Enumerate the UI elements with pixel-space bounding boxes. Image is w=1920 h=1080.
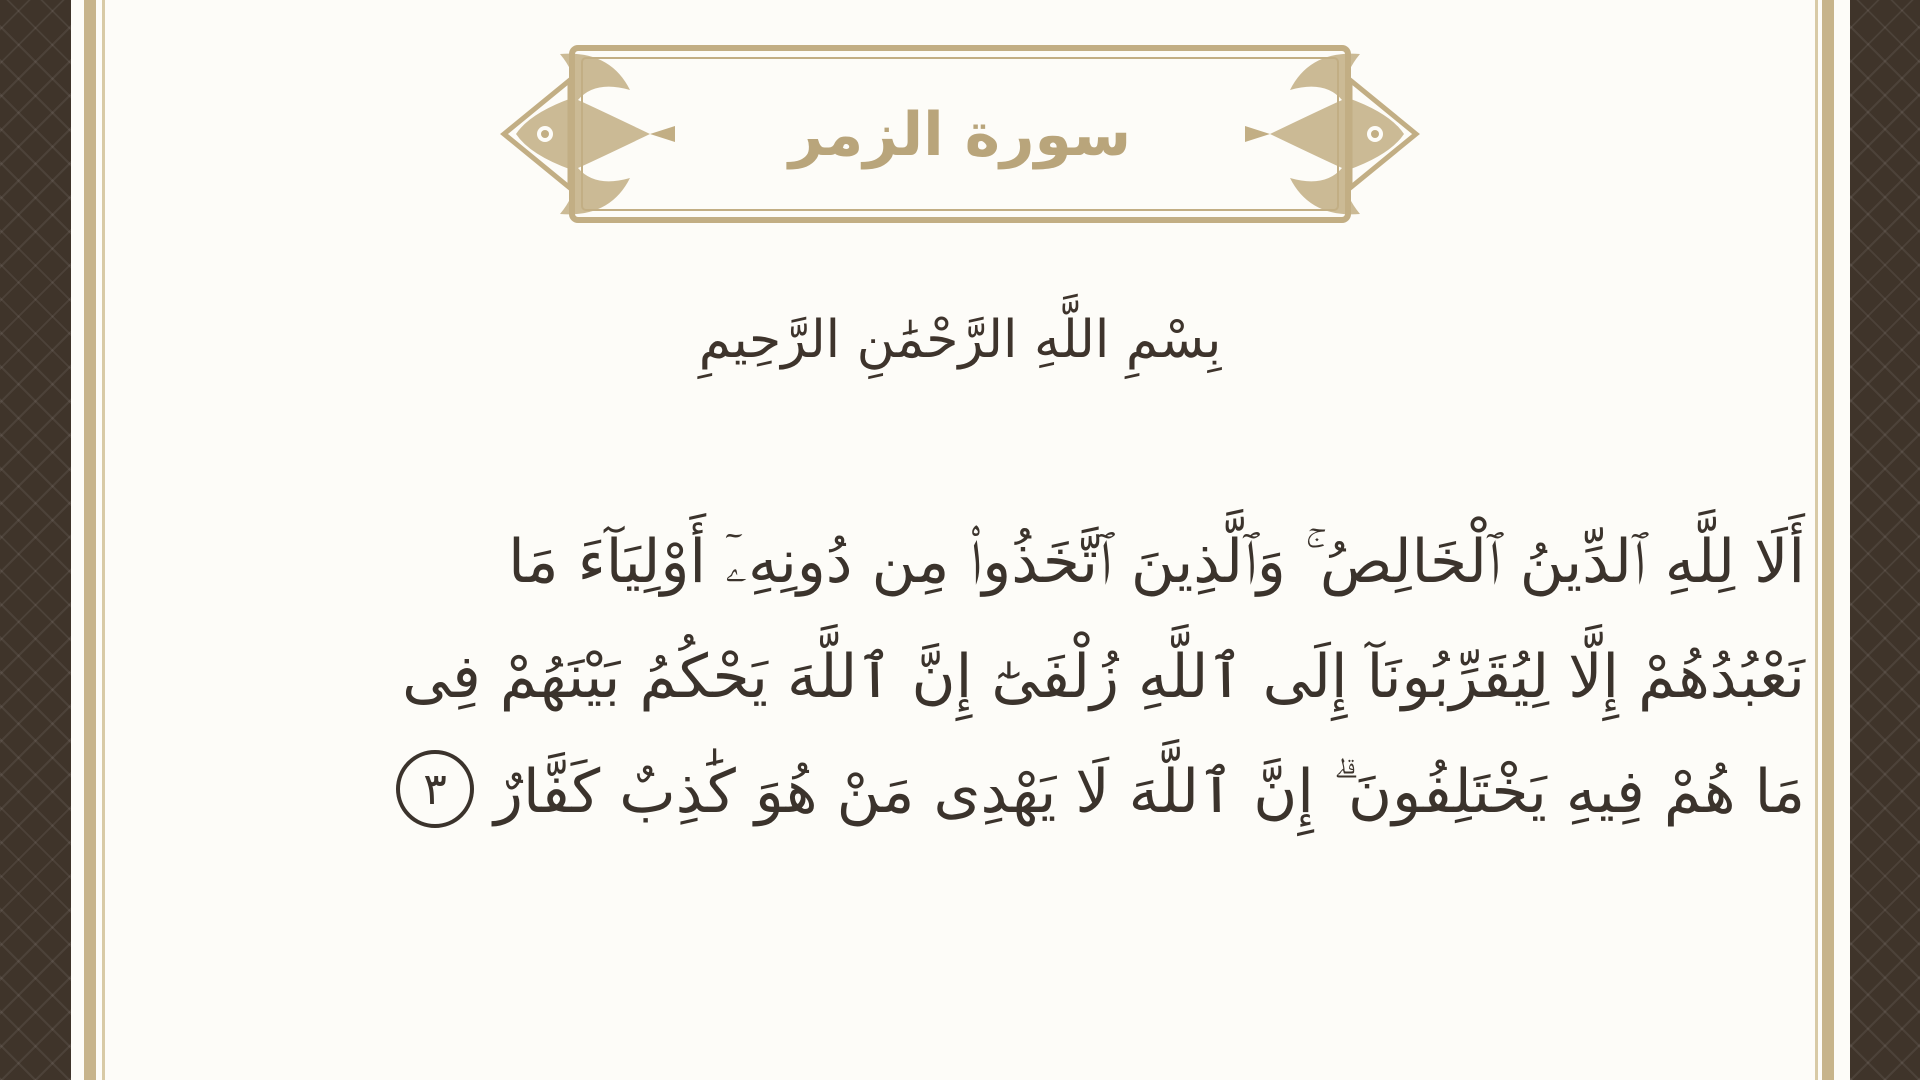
left-gold-rule [84,0,96,1080]
left-ornamental-border [0,0,71,1080]
ayah-end-circle-icon: ٣ [396,750,474,828]
right-thin-rule [1815,0,1818,1080]
verse-line-3-text: مَا هُمْ فِيهِ يَخْتَلِفُونَ ۗ إِنَّ ٱللَّهَ لَا يَهْدِى مَنْ هُوَ كَٰذِبٌ كَفَّارٌ [494,757,1805,827]
verse-text [340,505,1805,850]
surah-title-cartouche [500,40,1420,230]
verse-line-1: أَلَا لِلَّهِ ٱلدِّينُ ٱلْخَالِصُ ۚ وَٱلَّذِينَ ٱتَّخَذُوا۟ مِن دُونِهِۦٓ أَوْلِيَآءَ مَا [508,527,1805,597]
surah-title: سورة الزمر [788,100,1132,170]
basmala: بِسْمِ اللَّهِ الرَّحْمَٰنِ الرَّحِيمِ [698,310,1222,370]
right-gold-rule [1822,0,1834,1080]
verse-line-2: نَعْبُدُهُمْ إِلَّا لِيُقَرِّبُونَآ إِلَى ٱللَّهِ زُلْفَىٰٓ إِنَّ ٱللَّهَ يَحْكُمُ بَيْنَهُمْ فِى [402,642,1805,712]
verse-line-3 [340,735,1805,850]
right-ornamental-border [1850,0,1920,1080]
left-thin-rule [102,0,105,1080]
